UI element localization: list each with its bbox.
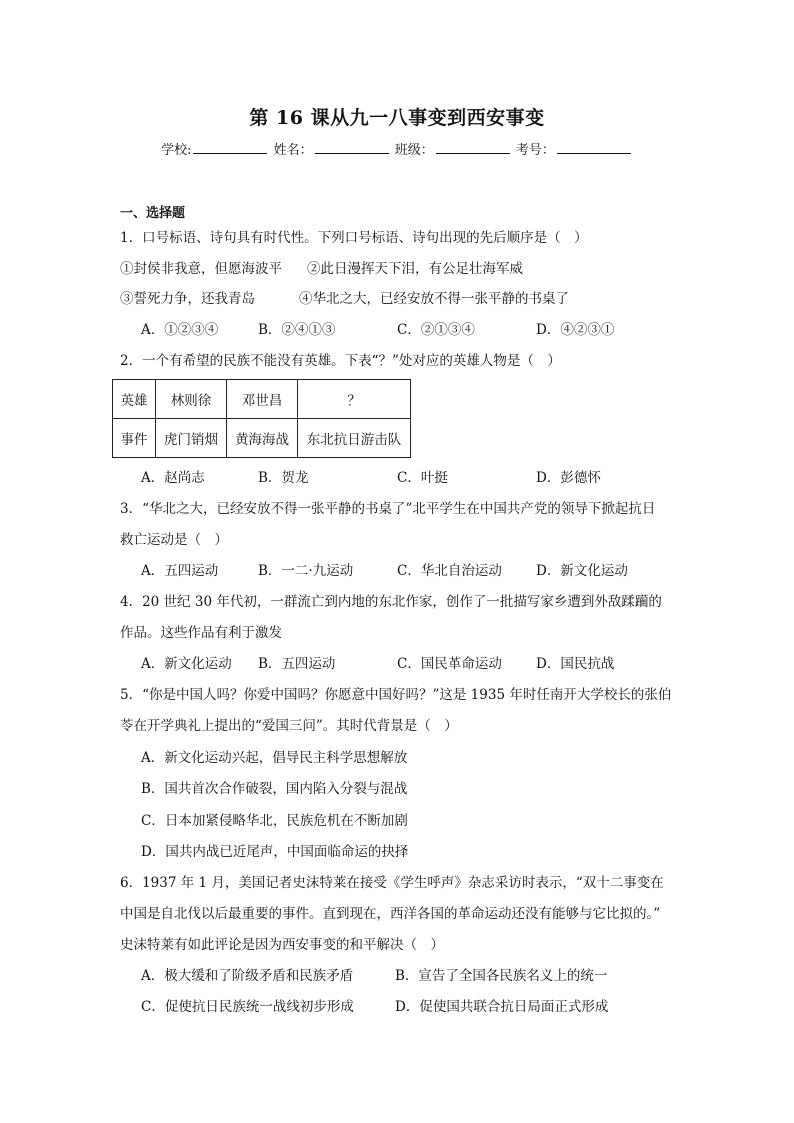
- q2-option-b[interactable]: B．贺龙: [258, 470, 309, 486]
- table-row: [113, 419, 411, 458]
- table-cell: 黄海海战: [227, 419, 298, 458]
- q5-option-a[interactable]: A．新文化运动兴起，倡导民主科学思想解放: [141, 750, 408, 766]
- q4-option-d[interactable]: D．国民抗战: [536, 656, 615, 672]
- q2-option-d[interactable]: D．彭德怀: [536, 470, 601, 486]
- class-label: 班级：: [394, 143, 434, 158]
- q2-option-a[interactable]: A．赵尚志: [141, 470, 205, 486]
- q3-option-d[interactable]: D．新文化运动: [536, 563, 628, 579]
- table-cell: 东北抗日游击队: [298, 419, 411, 458]
- q4-stem-line1: 4．20 世纪 30 年代初，一群流亡到内地的东北作家，创作了一批描写家乡遭到外敌蹂躏的: [120, 594, 662, 610]
- name-blank[interactable]: [315, 141, 389, 154]
- q1-option-d[interactable]: D．④②③①: [536, 322, 615, 338]
- class-blank[interactable]: [436, 141, 510, 154]
- q6-option-b[interactable]: B．宣告了全国各民族名义上的统一: [395, 968, 608, 984]
- table-cell: 林则徐: [156, 380, 227, 419]
- q6-stem-line1: 6．1937 年 1 月，美国记者史沫特莱在接受《学生呼声》杂志采访时表示，“双十二事变在: [120, 875, 664, 891]
- q3-option-c[interactable]: C．华北自治运动: [397, 563, 502, 579]
- q1-item4: ④华北之大，已经安放不得一张平静的书桌了: [299, 291, 569, 307]
- q6-option-c[interactable]: C．促使抗日民族统一战线初步形成: [141, 999, 354, 1015]
- hero-table: [112, 379, 411, 458]
- student-info-line: [0, 139, 794, 158]
- q4-option-a[interactable]: A．新文化运动: [141, 656, 232, 672]
- q6-option-a[interactable]: A．极大缓和了阶级矛盾和民族矛盾: [141, 968, 354, 984]
- q4-stem-line2: 作品。这些作品有利于激发: [120, 625, 282, 641]
- q5-option-c[interactable]: C．日本加紧侵略华北，民族危机在不断加剧: [141, 813, 408, 829]
- q3-stem-line1: 3．“华北之大，已经安放不得一张平静的书桌了”北平学生在中国共产党的领导下掀起抗日: [120, 501, 656, 517]
- q5-stem-line1: 5．“你是中国人吗？你爱中国吗？你愿意中国好吗？”这是 1935 年时任南开大学校长的张伯: [120, 687, 672, 703]
- q1-item2: ②此日漫挥天下泪，有公足壮海军威: [307, 261, 523, 277]
- q3-option-b[interactable]: B．一二·九运动: [258, 563, 354, 579]
- table-cell: ？: [298, 380, 411, 419]
- q1-item1: ①封侯非我意，但愿海波平: [120, 261, 282, 277]
- q4-option-b[interactable]: B．五四运动: [258, 656, 336, 672]
- q1-item3: ③誓死力争，还我青岛: [120, 291, 255, 307]
- section-title: 一、选择题: [120, 206, 186, 221]
- q5-option-d[interactable]: D．国共内战已近尾声，中国面临命运的抉择: [141, 844, 409, 860]
- q2-stem: 2．一个有希望的民族不能没有英雄。下表“？”处对应的英雄人物是（ ）: [120, 353, 561, 369]
- q5-stem-line2: 苓在开学典礼上提出的“爱国三问”。其时代背景是（ ）: [120, 718, 458, 734]
- name-label: 姓名：: [273, 143, 313, 158]
- school-blank[interactable]: [193, 141, 267, 154]
- q2-option-c[interactable]: C．叶挺: [397, 470, 448, 486]
- q1-option-a[interactable]: A．①②③④: [141, 322, 219, 338]
- number-label: 考号：: [515, 143, 555, 158]
- q5-option-b[interactable]: B．国共首次合作破裂，国内陷入分裂与混战: [141, 781, 408, 797]
- table-row: [113, 380, 411, 419]
- number-blank[interactable]: [557, 141, 631, 154]
- school-label: 学校:: [161, 143, 192, 158]
- q6-stem-line2: 中国是自北伐以后最重要的事件。直到现在，西洋各国的革命运动还没有能够与它比拟的。”: [120, 906, 661, 922]
- table-cell: 虎门销烟: [156, 419, 227, 458]
- q1-option-b[interactable]: B．②④①③: [258, 322, 336, 338]
- q1-stem: 1．口号标语、诗句具有时代性。下列口号标语、诗句出现的先后顺序是（ ）: [120, 230, 588, 246]
- table-cell: 邓世昌: [227, 380, 298, 419]
- q6-option-d[interactable]: D．促使国共联合抗日局面正式形成: [395, 999, 609, 1015]
- table-cell: 事件: [113, 419, 156, 458]
- q4-option-c[interactable]: C．国民革命运动: [397, 656, 502, 672]
- q6-stem-line3: 史沫特莱有如此评论是因为西安事变的和平解决（ ）: [120, 937, 444, 953]
- q1-option-c[interactable]: C．②①③④: [397, 322, 475, 338]
- q3-stem-line2: 救亡运动是（ ）: [120, 532, 228, 548]
- table-cell: 英雄: [113, 380, 156, 419]
- q3-option-a[interactable]: A．五四运动: [141, 563, 219, 579]
- page-title: 第 16 课从九一八事变到西安事变: [249, 107, 545, 129]
